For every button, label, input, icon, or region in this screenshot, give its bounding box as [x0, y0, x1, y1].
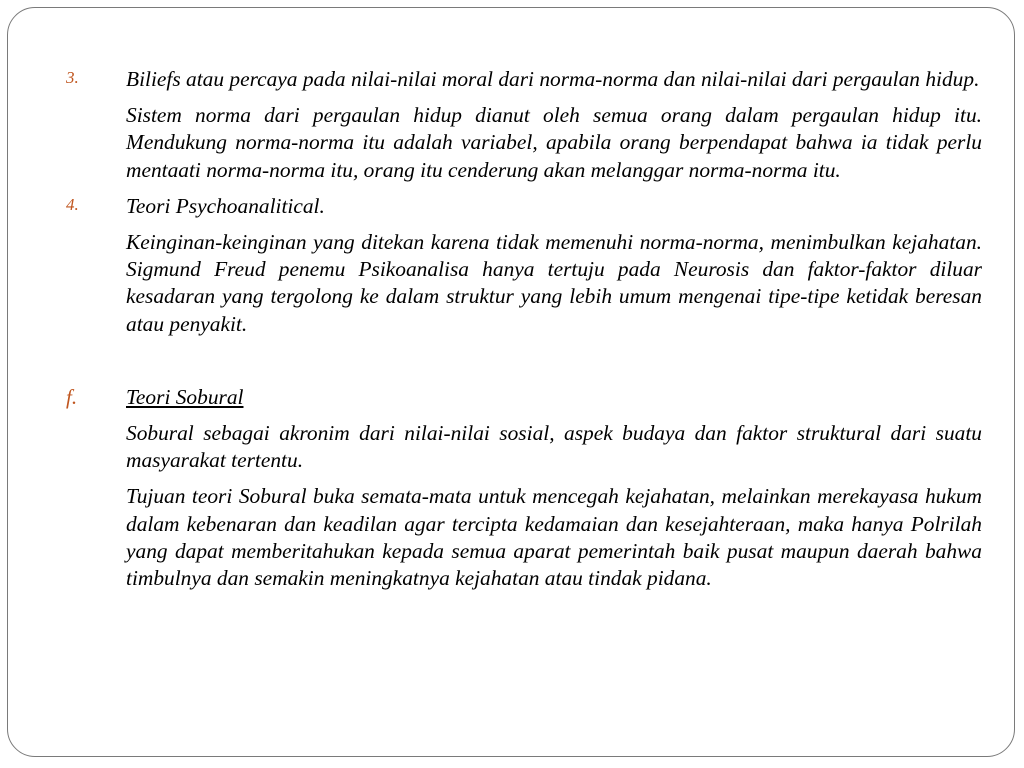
- slide-content: [60, 66, 982, 592]
- item-3-heading: Biliefs atau percaya pada nilai-nilai moral dari norma-norma dan nilai-nilai dari pergaulan hidup.: [126, 67, 980, 91]
- list-marker: 4.: [66, 194, 79, 214]
- list-item-f: [60, 384, 982, 592]
- item-3-body: Sistem norma dari pergaulan hidup dianut oleh semua orang dalam pergaulan hidup itu. Mendukung norma-norma itu adalah variabel, apabila orang berpendapat bahwa ia tidak perlu mentaati norma-norma itu, orang itu cenderung akan melanggar norma-norma itu.: [126, 103, 982, 182]
- item-f-body-1: Sobural sebagai akronim dari nilai-nilai sosial, aspek budaya dan faktor struktural dari suatu masyarakat tertentu.: [126, 421, 982, 473]
- item-4-body: Keinginan-keinginan yang ditekan karena tidak memenuhi norma-norma, menimbulkan kejahatan. Sigmund Freud penemu Psikoanalisa hanya tertuju pada Neurosis dan faktor-faktor diluar kesadaran yang tergolong ke dalam struktur yang lebih umum mengenai tipe-tipe ketidak beresan atau penyakit.: [126, 230, 982, 336]
- list-item-3: [60, 66, 982, 184]
- list-marker: f.: [66, 384, 78, 409]
- list-item-4: [60, 193, 982, 338]
- item-f-body-2: Tujuan teori Sobural buka semata-mata untuk mencegah kejahatan, melainkan merekayasa hukum dalam kebenaran dan keadilan agar tercipta kedamaian dan kesejahteraan, maka hanya Polrilah yang dapat memberitahukan kepada semua aparat pemerintah baik pusat maupun daerah bahwa timbulnya dan semakin meningkatnya kejahatan atau tindak pidana.: [126, 484, 982, 591]
- list-marker: 3.: [66, 68, 79, 87]
- item-4-heading: Teori Psychoanalitical.: [126, 193, 325, 218]
- item-f-heading: Teori Sobural: [126, 384, 244, 409]
